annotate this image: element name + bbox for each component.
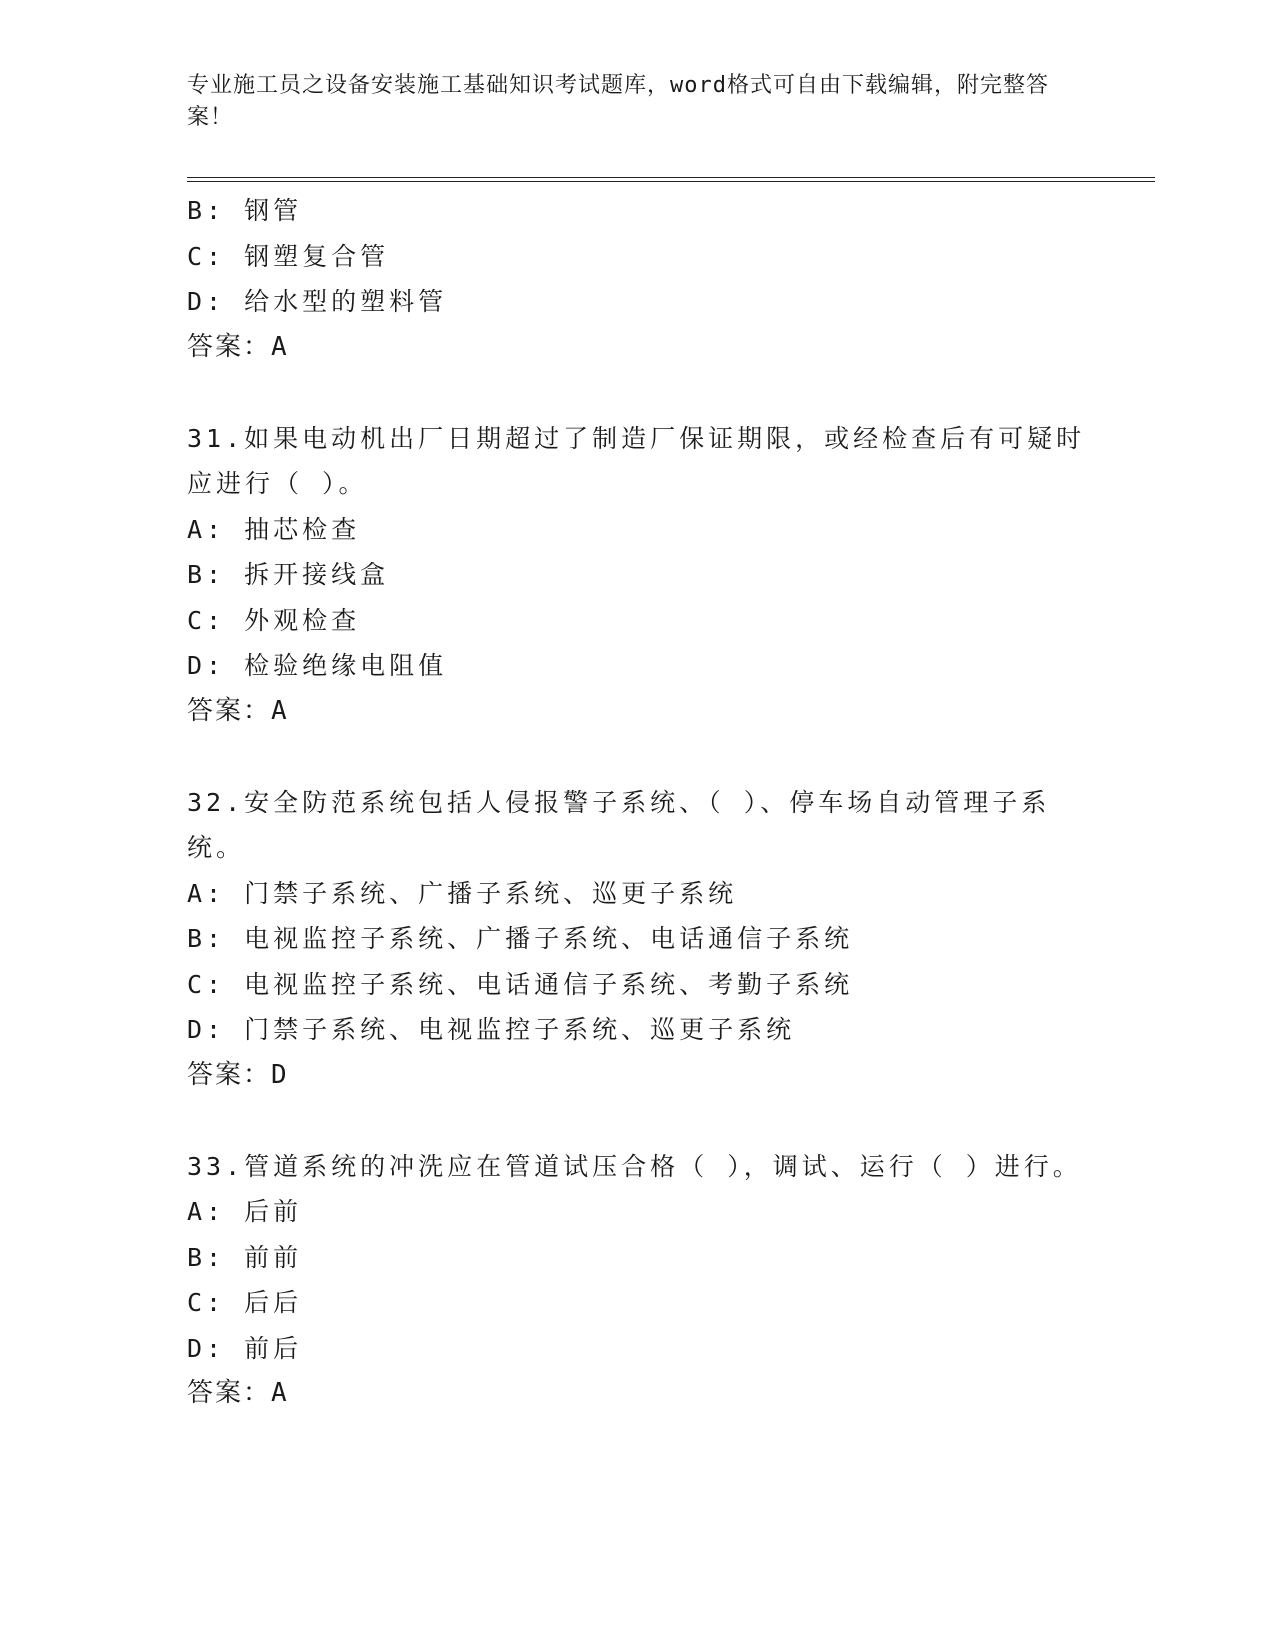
option-b: B: 前前 xyxy=(187,1242,303,1272)
spacer xyxy=(187,734,1087,780)
answer: 答案：A xyxy=(187,695,289,726)
answer: 答案：D xyxy=(187,1059,289,1090)
question-text: 33.管道系统的冲洗应在管道试压合格（ ），调试、运行（ ）进行。 xyxy=(187,1151,1082,1181)
option-a: A: 抽芯检查 xyxy=(187,514,361,544)
question-32 xyxy=(187,780,1087,1099)
header-divider xyxy=(187,177,1155,182)
option-c: C: 外观检查 xyxy=(187,605,361,635)
question-text: 31.如果电动机出厂日期超过了制造厂保证期限，或经检查后有可疑时 xyxy=(187,423,1086,453)
option-a: A: 门禁子系统、广播子系统、巡更子系统 xyxy=(187,878,738,908)
answer: 答案：A xyxy=(187,1378,289,1408)
option-d: D: 检验绝缘电阻值 xyxy=(187,651,448,680)
option-a: A: 后前 xyxy=(187,1197,303,1226)
option-b: B: 电视监控子系统、广播子系统、电话通信子系统 xyxy=(187,924,854,953)
spacer xyxy=(187,1098,1087,1144)
answer: 答案：A xyxy=(187,331,289,362)
question-31 xyxy=(187,416,1087,735)
option-b: B: 钢管 xyxy=(187,196,303,225)
carryover-block xyxy=(187,188,1087,370)
option-c: C: 电视监控子系统、电话通信子系统、考勤子系统 xyxy=(187,969,854,999)
option-b: B: 拆开接线盒 xyxy=(187,560,390,589)
option-d: D: 给水型的塑料管 xyxy=(187,287,448,316)
option-c: C: 后后 xyxy=(187,1288,303,1317)
option-d: D: 门禁子系统、电视监控子系统、巡更子系统 xyxy=(187,1015,796,1044)
question-text: 应进行（ ）。 xyxy=(187,469,368,498)
question-list xyxy=(187,188,1087,1417)
document-header: 专业施工员之设备安装施工基础知识考试题库，word格式可自由下载编辑，附完整答案！ xyxy=(187,73,1049,130)
option-d: D: 前后 xyxy=(187,1333,303,1363)
question-33 xyxy=(187,1144,1087,1417)
question-text: 统。 xyxy=(187,833,246,862)
spacer xyxy=(187,370,1087,416)
option-c: C: 钢塑复合管 xyxy=(187,241,390,271)
question-text: 32.安全防范系统包括人侵报警子系统、（ ）、停车场自动管理子系 xyxy=(187,787,1051,817)
